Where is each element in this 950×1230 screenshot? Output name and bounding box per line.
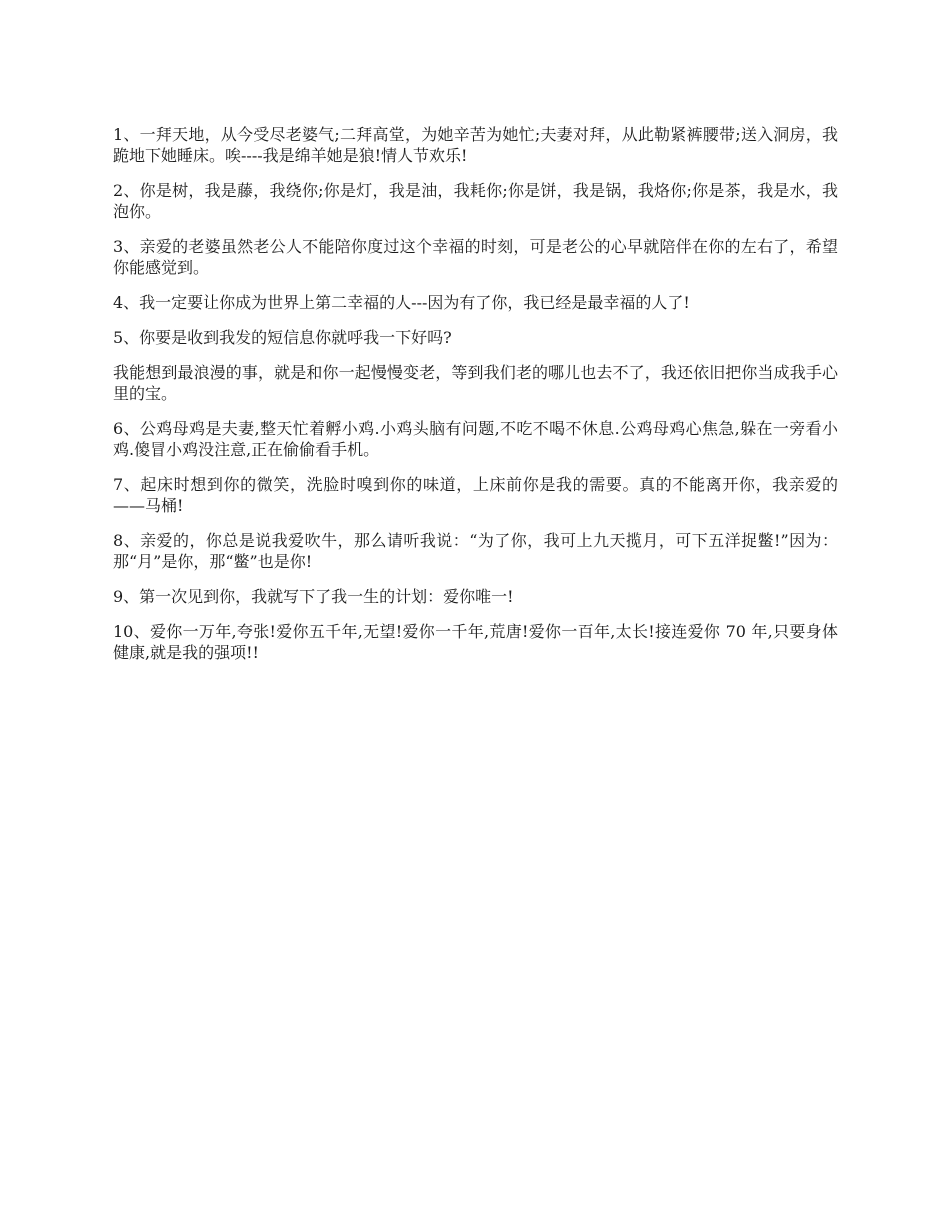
paragraph-8: 8、亲爱的，你总是说我爱吹牛，那么请听我说：“为了你，我可上九天揽月，可下五洋捉鳖!”因为：那“月”是你，那“鳖”也是你! bbox=[113, 531, 838, 571]
paragraph-3: 3、亲爱的老婆虽然老公人不能陪你度过这个幸福的时刻，可是老公的心早就陪伴在你的左右了，希望你能感觉到。 bbox=[113, 237, 838, 277]
paragraph-5: 5、你要是收到我发的短信息你就呼我一下好吗? bbox=[113, 328, 452, 347]
paragraph-7: 7、起床时想到你的微笑，洗脸时嗅到你的味道，上床前你是我的需要。真的不能离开你，我亲爱的——马桶! bbox=[113, 475, 838, 515]
paragraph-6: 6、公鸡母鸡是夫妻,整天忙着孵小鸡.小鸡头脑有问题,不吃不喝不休息.公鸡母鸡心焦急,躲在一旁看小鸡.傻冒小鸡没注意,正在偷偷看手机。 bbox=[113, 419, 838, 459]
paragraph-10: 10、爱你一万年,夸张!爱你五千年,无望!爱你一千年,荒唐!爱你一百年,太长!接连爱你 70 年,只要身体健康,就是我的强项!! bbox=[113, 622, 838, 662]
document-body bbox=[113, 124, 838, 677]
paragraph-1: 1、一拜天地，从今受尽老婆气;二拜高堂，为她辛苦为她忙;夫妻对拜，从此勒紧裤腰带;送入洞房，我跪地下她睡床。唉----我是绵羊她是狼!情人节欢乐! bbox=[113, 125, 838, 165]
paragraph-9: 9、第一次见到你，我就写下了我一生的计划：爱你唯一! bbox=[113, 587, 514, 606]
paragraph-5-continued: 我能想到最浪漫的事，就是和你一起慢慢变老，等到我们老的哪儿也去不了，我还依旧把你当成我手心里的宝。 bbox=[113, 363, 838, 403]
paragraph-4: 4、我一定要让你成为世界上第二幸福的人---因为有了你，我已经是最幸福的人了! bbox=[113, 293, 690, 312]
paragraph-2: 2、你是树，我是藤，我绕你;你是灯，我是油，我耗你;你是饼，我是锅，我烙你;你是茶，我是水，我泡你。 bbox=[113, 181, 838, 221]
